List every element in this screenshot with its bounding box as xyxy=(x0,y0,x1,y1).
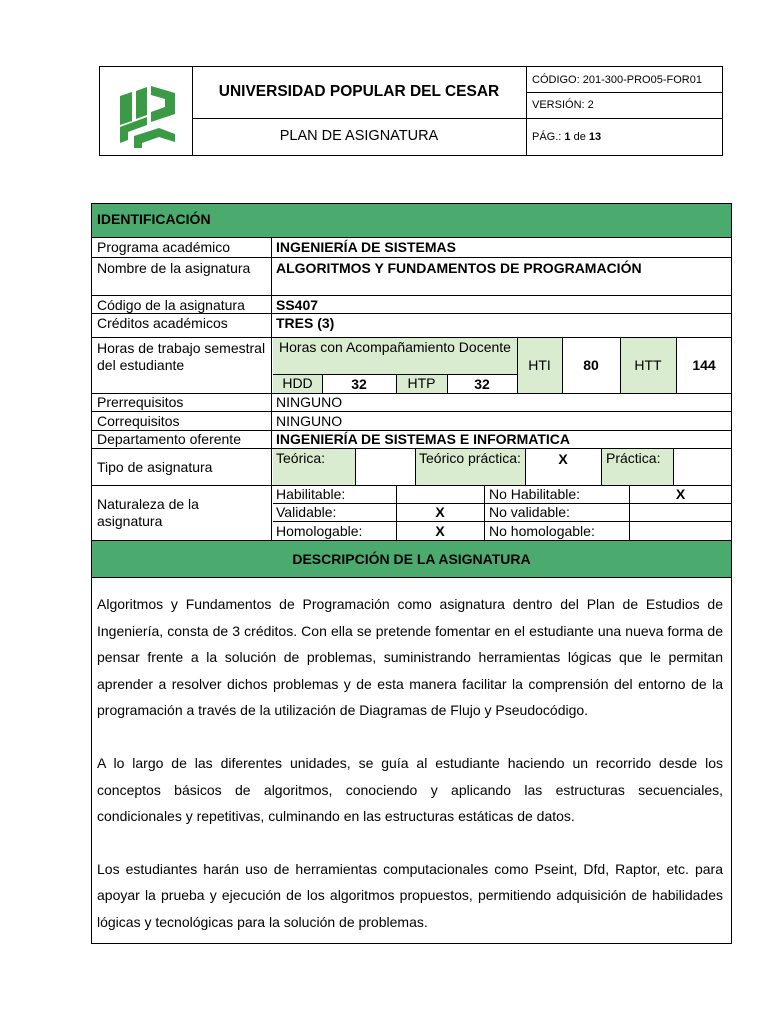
description-paragraph-3: Los estudiantes harán uso de herramientas computacionales como Pseint, Dfd, Raptor, etc. para apoyar la prueba y ejecución de los algoritmos propuestos, permitiendo adquisición de habilidades lógicas y tecnológicas para la solución de problemas. xyxy=(97,860,723,930)
coreq-value: NINGUNO xyxy=(276,413,343,429)
course-name-label: Nombre de la asignatura xyxy=(97,260,251,276)
hti-label: HTI xyxy=(528,357,551,373)
htp-value: 32 xyxy=(474,376,490,392)
teorico-practica-value: X xyxy=(558,451,568,467)
program-label: Programa académico xyxy=(97,239,231,255)
no-validable-label: No validable: xyxy=(489,504,570,520)
coreq-label: Correquisitos xyxy=(97,413,180,429)
no-habilitable-value: X xyxy=(675,486,686,502)
document-title: PLAN DE ASIGNATURA xyxy=(279,128,439,144)
prereq-label: Prerrequisitos xyxy=(97,394,184,410)
prereq-value: NINGUNO xyxy=(276,394,343,410)
page-total: 13 xyxy=(588,131,602,143)
document-code: CÓDIGO: 201-300-PRO05-FOR01 xyxy=(532,74,702,86)
dept-value: INGENIERÍA DE SISTEMAS E INFORMATICA xyxy=(276,431,571,447)
university-logo xyxy=(115,84,179,148)
habilitable-label: Habilitable: xyxy=(276,486,346,502)
page-of: de xyxy=(573,131,586,143)
validable-label: Validable: xyxy=(276,504,337,520)
program-value: INGENIERÍA DE SISTEMAS xyxy=(276,239,456,255)
course-code-value: SS407 xyxy=(276,297,319,313)
identification-title: IDENTIFICACIÓN xyxy=(97,211,211,227)
document-version: VERSIÓN: 2 xyxy=(532,99,594,111)
course-name-value: ALGORITMOS Y FUNDAMENTOS DE PROGRAMACIÓN xyxy=(276,260,642,276)
hdd-value: 32 xyxy=(351,376,367,392)
homologable-label: Homologable: xyxy=(276,523,363,539)
teorica-label: Teórica: xyxy=(276,450,326,466)
page-current: 1 xyxy=(564,131,571,143)
description-paragraph-1: Algoritmos y Fundamentos de Programación como asignatura dentro del Plan de Estudios de Ingeniería, consta de 3 créditos. Con ella se pretende fomentar en el estudiante una nueva forma de pensar frente a la solución de problemas, suministrando herramientas lógicas que le permitan aprender a resolver dichos problemas y de esta manera facilitar la comprensión del entorno de la programación a través de la utilización de Diagramas de Flujo y Pseudocódigo. xyxy=(97,596,723,719)
course-code-label: Código de la asignatura xyxy=(97,297,245,313)
hti-value: 80 xyxy=(583,357,599,373)
description-paragraph-2: A lo largo de las diferentes unidades, se guía al estudiante haciendo un recorrido desde los conceptos básicos de algoritmos, conociendo y aplicando las estructuras secuenciales, condicionales y repetitivas, culminando en las estructuras estáticas de datos. xyxy=(97,754,723,825)
no-habilitable-label: No Habilitable: xyxy=(489,486,581,502)
hours-label: Horas de trabajo semestral del estudiante xyxy=(97,340,266,373)
homologable-value: X xyxy=(435,523,445,539)
dept-label: Departamento oferente xyxy=(97,431,241,447)
hours-accompaniment: Horas con Acompañamiento Docente xyxy=(279,339,511,355)
description-title: DESCRIPCIÓN DE LA ASIGNATURA xyxy=(292,551,531,567)
description-body xyxy=(97,591,723,962)
nature-label: Naturaleza de la asignatura xyxy=(97,496,199,529)
no-homologable-label: No homologable: xyxy=(489,523,595,539)
credits-value: TRES (3) xyxy=(276,315,335,331)
page-prefix: PÁG.: xyxy=(532,131,562,143)
htp-label: HTP xyxy=(407,375,436,391)
credits-label: Créditos académicos xyxy=(97,315,228,331)
htt-value: 144 xyxy=(692,357,716,373)
hdd-label: HDD xyxy=(282,375,313,391)
university-name: UNIVERSIDAD POPULAR DEL CESAR xyxy=(218,83,500,100)
type-label: Tipo de asignatura xyxy=(97,459,213,475)
htt-label: HTT xyxy=(634,357,662,373)
practica-label: Práctica: xyxy=(606,450,661,466)
teorico-practica-label: Teórico práctica: xyxy=(419,450,521,466)
validable-value: X xyxy=(435,504,445,520)
page-number xyxy=(532,131,722,144)
